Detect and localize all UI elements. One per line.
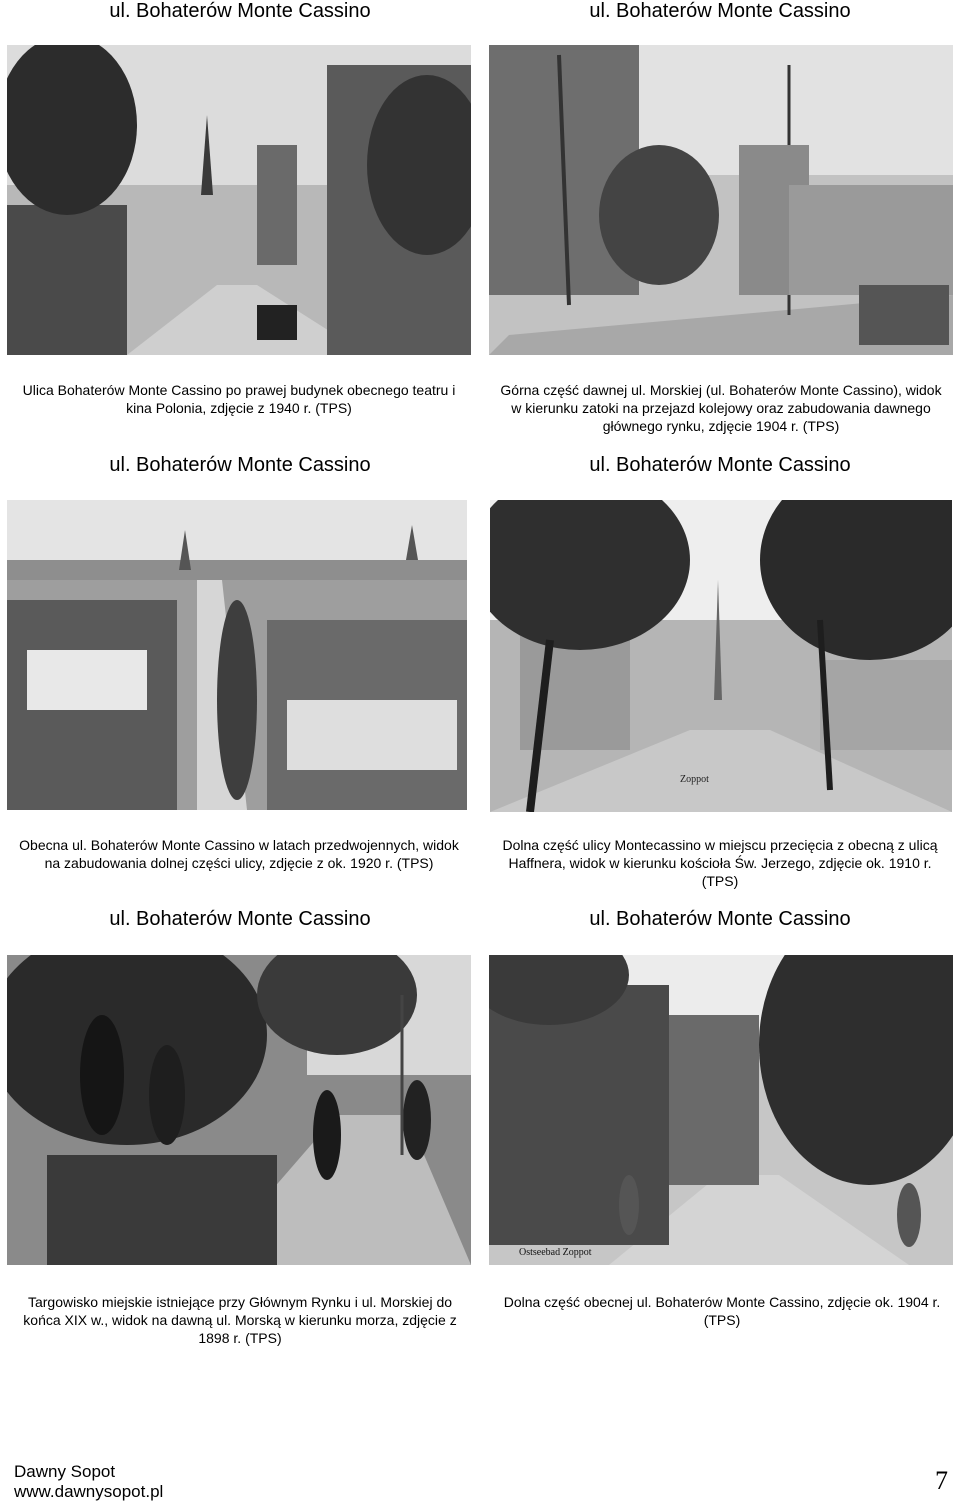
photo-caption: Dolna część obecnej ul. Bohaterów Monte Cassino, zdjęcie ok. 1904 r. (TPS) — [503, 1294, 941, 1328]
photo-crossing-1910 — [490, 500, 952, 812]
section-title: ul. Bohaterów Monte Cassino — [589, 0, 851, 22]
photo-caption: Targowisko miejskie istniejące przy Głównym Rynku i ul. Morskiej do końca XIX w., widok na dawną ul. Morską w kierunku morza, zdjęcie z 1898 r. (TPS) — [23, 1294, 457, 1346]
photo-caption: Ulica Bohaterów Monte Cassino po prawej budynek obecnego teatru i kina Polonia, zdjęcie z 1940 r. (TPS) — [22, 382, 456, 416]
photo-railway-crossing-1904 — [489, 45, 953, 355]
photo-street-1940 — [7, 45, 471, 355]
photo-sign: Ostseebad Zoppot — [519, 1247, 592, 1258]
section-title: ul. Bohaterów Monte Cassino — [589, 454, 851, 476]
footer-site-name: Dawny Sopot — [14, 1462, 116, 1481]
section-title: ul. Bohaterów Monte Cassino — [109, 908, 371, 930]
photo-caption: Obecna ul. Bohaterów Monte Cassino w latach przedwojennych, widok na zabudowania dolnej części ulicy, zdjęcie z ok. 1920 r. (TPS) — [19, 837, 459, 871]
page-number: 7 — [935, 1466, 948, 1495]
section-title: ul. Bohaterów Monte Cassino — [589, 908, 851, 930]
photo-street-1904 — [489, 955, 953, 1265]
section-title: ul. Bohaterów Monte Cassino — [109, 454, 371, 476]
photo-caption: Dolna część ulicy Montecassino w miejscu przecięcia z obecną z ulicą Haffnera, widok w kierunku kościoła Św. Jerzego, zdjęcie ok. 1910 r. (TPS) — [502, 837, 938, 889]
photo-market-1898 — [7, 955, 471, 1265]
photo-aerial-1920 — [7, 500, 467, 810]
section-title: ul. Bohaterów Monte Cassino — [109, 0, 371, 22]
photo-caption: Górna część dawnej ul. Morskiej (ul. Bohaterów Monte Cassino), widok w kierunku zatoki na przejazd kolejowy oraz zabudowania dawnego głównego rynku, zdjęcie 1904 r. (TPS) — [500, 382, 942, 434]
photo-sign: Zoppot — [680, 774, 709, 785]
footer-url[interactable]: www.dawnysopot.pl — [14, 1482, 164, 1501]
